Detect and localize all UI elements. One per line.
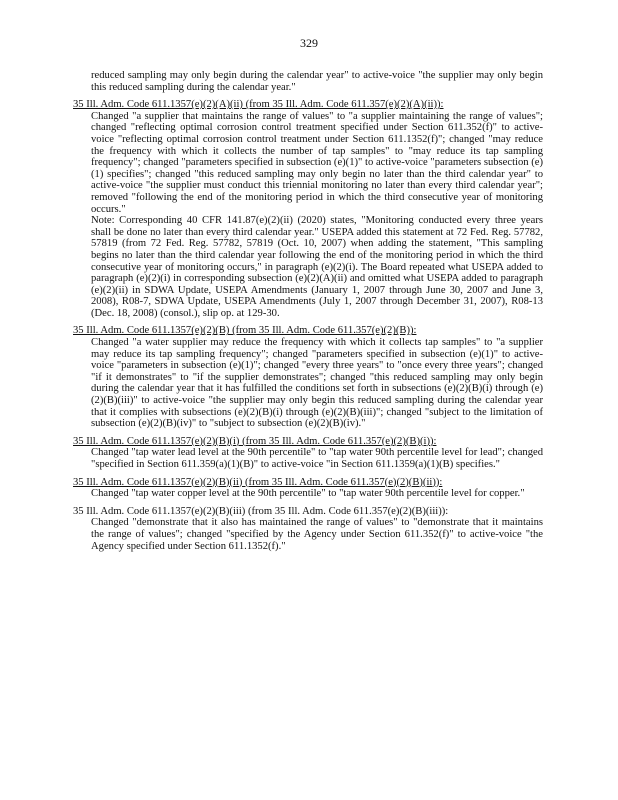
entry-1 bbox=[73, 99, 543, 319]
entry-citation: 35 Ill. Adm. Code 611.1357(e)(2)(B)(i) (from 35 Ill. Adm. Code 611.357(e)(2)(B)(i)): bbox=[73, 435, 437, 447]
entry-body: Changed "demonstrate that it also has maintained the range of values" to "demonstrate that it maintains the range of values"; changed "specified by the Agency under Section 611.352(f)" to active-voice "the Agency specified under Section 611.1352(f)." bbox=[91, 517, 543, 552]
entry-note: Note: Corresponding 40 CFR 141.87(e)(2)(ii) (2020) states, "Monitoring conducted every three years shall be done no later than every third calendar year." USEPA added this statement at 72 Fed. Reg. 57782, 57819 (from 72 Fed. Reg. 57782, 57819 (Oct. 10, 2007) when adding the statement, "This sampling begins no later than the third calendar year following the end of the monitoring period in which the third consecutive year of monitoring occurs," in paragraph (e)(2)(i). The Board repeated what USEPA added to paragraph (e)(2)(i) in corresponding subsection (e)(2)(A)(ii) and omitted what USEPA added to paragraph (e)(2)(ii) in SDWA Update, USEPA Amendments (January 1, 2007 through June 30, 2007 and June 3, 2008), R08-7, SDWA Update, USEPA Amendments (July 1, 2007 through December 31, 2007), R08-13 (Dec. 18, 2008) (consol.), slip op. at 129-30. bbox=[91, 215, 543, 319]
entry-body: Changed "tap water copper level at the 90th percentile" to "tap water 90th percentile level for copper." bbox=[91, 488, 525, 500]
page-content bbox=[73, 70, 543, 558]
entry-citation: 35 Ill. Adm. Code 611.1357(e)(2)(A)(ii) (from 35 Ill. Adm. Code 611.357(e)(2)(A)(ii)): bbox=[73, 99, 444, 111]
entry-2 bbox=[73, 325, 543, 429]
entry-citation: 35 Ill. Adm. Code 611.1357(e)(2)(B)(ii) (from 35 Ill. Adm. Code 611.357(e)(2)(B)(ii)): bbox=[73, 476, 443, 488]
page-number: 329 bbox=[300, 36, 318, 50]
entry-body: Changed "a supplier that maintains the range of values" to "a supplier maintaining the range of values"; changed "reflecting optimal corrosion control treatment specified under Section 611.352(f)" to active-voice "reflecting optimal corrosion control treatment under Section 611.1352(f)"; changed "may reduce the frequency with which it collects the number of tap samples" to "may reduce its tap sampling frequency"; changed "parameters specified in subsection (e)(1)" to active-voice "parameters subsection (e)(1) specifies"; changed "this reduced sampling may only begin no later than the third calendar year" to active-voice "the supplier must conduct this triennial monitoring no later than every third calendar year"; removed "following the end of the monitoring period in which the third consecutive year of monitoring occurs." bbox=[91, 110, 543, 215]
entry-4 bbox=[73, 477, 543, 500]
entry-body: Changed "a water supplier may reduce the frequency with which it collects tap samples" to "a supplier may reduce its tap sampling frequency"; changed "parameters specified in subsection (e)(1)" to active-voice "parameters in subsection (e)(1)"; changed "every three years" to "once every three years"; changed "if it demonstrates" to "if the supplier demonstrates"; changed "this reduced sampling may only begin during the calendar year that it has fulfilled the conditions set forth in subsections (e)(2)(B)(i) through (e)(2)(B)(iii)" to active-voice "the supplier may only begin this reduced sampling during the calendar year that it complies with subsections (e)(2)(B)(i) through (e)(2)(B)(iii)"; changed "subject to the limitation of subsection (e)(2)(B)(iv)" to "subject to subsection (e)(2)(B)(iv)." bbox=[91, 337, 543, 430]
entry-3 bbox=[73, 436, 543, 471]
entry-citation: 35 Ill. Adm. Code 611.1357(e)(2)(B) (from 35 Ill. Adm. Code 611.357(e)(2)(B)): bbox=[73, 325, 417, 337]
entry-5 bbox=[73, 506, 543, 552]
entry-body: Changed "tap water lead level at the 90th percentile" to "tap water 90th percentile level for lead"; changed "specified in Section 611.359(a)(1)(B)" to active-voice "in Section 611.1359(a)(1)(B) specifies." bbox=[91, 447, 543, 470]
continuation-paragraph: reduced sampling may only begin during the calendar year" to active-voice "the supplier may only begin this reduced sampling during the calendar year." bbox=[91, 70, 543, 93]
entry-citation: 35 Ill. Adm. Code 611.1357(e)(2)(B)(iii) (from 35 Ill. Adm. Code 611.357(e)(2)(B)(iii)): bbox=[73, 505, 449, 517]
